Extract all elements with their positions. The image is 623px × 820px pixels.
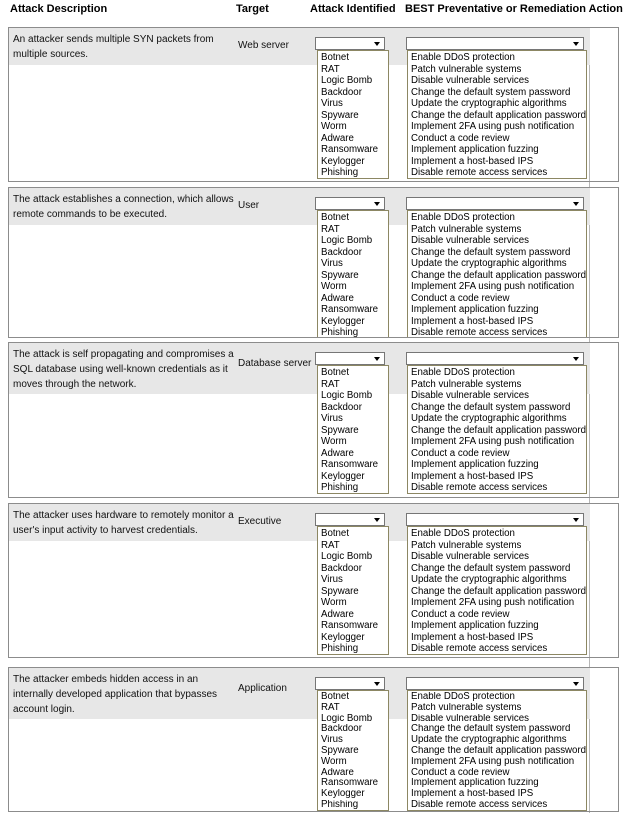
attack-option[interactable]: Botnet <box>321 367 350 378</box>
attack-identified-select[interactable] <box>315 677 385 690</box>
description-line: The attacker uses hardware to remotely monitor a <box>13 510 234 521</box>
attack-options-listbox[interactable] <box>317 690 389 811</box>
remediation-option[interactable]: Conduct a code review <box>411 608 510 620</box>
attack-option[interactable]: Spyware <box>321 585 359 597</box>
attack-option[interactable]: Backdoor <box>321 246 362 258</box>
attack-option[interactable]: Virus <box>321 413 343 424</box>
attack-options-listbox[interactable] <box>317 210 389 338</box>
attack-option[interactable]: Logic Bomb <box>321 235 373 246</box>
remediation-option[interactable]: Patch vulnerable systems <box>411 539 522 551</box>
remediation-option[interactable]: Implement application fuzzing <box>411 144 539 155</box>
remediation-option[interactable]: Change the default system password <box>411 401 571 413</box>
remediation-options-listbox[interactable] <box>407 50 587 179</box>
chevron-down-icon <box>374 682 380 686</box>
remediation-option[interactable]: Change the default application password <box>411 585 586 597</box>
remediation-option[interactable]: Enable DDoS protection <box>411 692 515 702</box>
description-line: remote commands to be executed. <box>13 209 167 220</box>
attack-option[interactable]: Backdoor <box>321 562 362 574</box>
attack-option[interactable]: Worm <box>321 597 347 608</box>
description-line: An attacker sends multiple SYN packets from <box>13 34 214 45</box>
remediation-option[interactable]: Disable remote access services <box>411 643 548 654</box>
remediation-option[interactable]: Implement a host-based IPS <box>411 789 534 800</box>
remediation-option[interactable]: Update the cryptographic algorithms <box>411 413 567 424</box>
description-line: moves through the network. <box>13 379 137 390</box>
attack-option[interactable]: Phishing <box>321 167 359 178</box>
attack-option[interactable]: Ransomware <box>321 459 379 470</box>
attack-option[interactable]: RAT <box>321 63 340 75</box>
chevron-down-icon <box>374 42 380 46</box>
attack-option[interactable]: Adware <box>321 767 354 778</box>
remediation-option[interactable]: Implement 2FA using push notification <box>411 756 575 767</box>
attack-option[interactable]: RAT <box>321 378 340 390</box>
remediation-option[interactable]: Implement 2FA using push notification <box>411 121 575 132</box>
attack-option[interactable]: Logic Bomb <box>321 551 373 562</box>
attack-description <box>13 672 303 717</box>
attack-option[interactable]: Logic Bomb <box>321 390 373 401</box>
attack-option[interactable]: Spyware <box>321 745 359 756</box>
remediation-option[interactable]: Enable DDoS protection <box>411 528 515 539</box>
attack-option[interactable]: Ransomware <box>321 620 379 631</box>
remediation-option[interactable]: Enable DDoS protection <box>411 52 515 63</box>
description-line: user's input activity to harvest credentials. <box>13 525 198 536</box>
attack-option[interactable]: Worm <box>321 281 347 292</box>
attack-identified-select[interactable] <box>315 197 385 210</box>
remediation-option[interactable]: Change the default application password <box>411 109 586 121</box>
attack-option[interactable]: Phishing <box>321 482 359 493</box>
description-line: The attacker embeds hidden access in an <box>13 674 199 685</box>
chevron-down-icon <box>573 42 579 46</box>
remediation-option[interactable]: Implement application fuzzing <box>411 304 539 315</box>
remediation-options-listbox[interactable] <box>407 526 587 655</box>
attack-option[interactable]: Adware <box>321 292 354 304</box>
attack-option[interactable]: Adware <box>321 447 354 459</box>
attack-option[interactable]: Virus <box>321 98 343 109</box>
remediation-option[interactable]: Patch vulnerable systems <box>411 63 522 75</box>
attack-option[interactable]: Keylogger <box>321 155 365 167</box>
attack-option[interactable]: Worm <box>321 436 347 447</box>
remediation-option[interactable]: Enable DDoS protection <box>411 212 515 223</box>
attack-option[interactable]: Keylogger <box>321 470 365 482</box>
attack-identified-select[interactable] <box>315 352 385 365</box>
remediation-option[interactable]: Implement 2FA using push notification <box>411 436 575 447</box>
attack-option[interactable]: RAT <box>321 539 340 551</box>
attack-row <box>8 27 619 182</box>
remediation-option[interactable]: Disable remote access services <box>411 799 548 810</box>
remediation-option[interactable]: Disable vulnerable services <box>411 235 529 246</box>
attack-option[interactable]: Botnet <box>321 692 350 702</box>
remediation-option[interactable]: Change the default application password <box>411 424 586 436</box>
attack-option[interactable]: Phishing <box>321 643 359 654</box>
attack-option[interactable]: Worm <box>321 756 347 767</box>
remediation-option[interactable]: Implement application fuzzing <box>411 620 539 631</box>
description-line: internally developed application that bypasses <box>13 689 218 700</box>
target-label: Web server <box>238 40 289 51</box>
attack-option[interactable]: Botnet <box>321 212 350 223</box>
chevron-down-icon <box>374 357 380 361</box>
attack-description <box>13 347 303 392</box>
remediation-select[interactable] <box>406 197 584 210</box>
attack-options-listbox[interactable] <box>317 365 389 494</box>
remediation-option[interactable]: Disable remote access services <box>411 327 548 338</box>
target-label: User <box>238 200 260 211</box>
attack-option[interactable]: Botnet <box>321 52 350 63</box>
description-line: account login. <box>13 704 75 715</box>
remediation-option[interactable]: Implement a host-based IPS <box>411 470 534 482</box>
attack-option[interactable]: Ransomware <box>321 304 379 315</box>
remediation-option[interactable]: Change the default system password <box>411 246 571 258</box>
remediation-option[interactable]: Implement application fuzzing <box>411 778 539 789</box>
remediation-select[interactable] <box>406 677 584 690</box>
remediation-option[interactable]: Update the cryptographic algorithms <box>411 574 567 585</box>
attack-row <box>8 503 619 658</box>
attack-option[interactable]: Phishing <box>321 327 359 338</box>
remediation-option[interactable]: Disable vulnerable services <box>411 551 529 562</box>
column-header-remediation: BEST Preventative or Remediation Action <box>405 3 623 15</box>
chevron-down-icon <box>573 202 579 206</box>
remediation-option[interactable]: Conduct a code review <box>411 132 510 144</box>
attack-option[interactable]: Logic Bomb <box>321 75 373 86</box>
remediation-option[interactable]: Update the cryptographic algorithms <box>411 258 567 269</box>
attack-option[interactable]: Virus <box>321 574 343 585</box>
remediation-option[interactable]: Implement 2FA using push notification <box>411 281 575 292</box>
chevron-down-icon <box>573 682 579 686</box>
remediation-option[interactable]: Disable vulnerable services <box>411 713 529 724</box>
attack-option[interactable]: Ransomware <box>321 778 379 789</box>
chevron-down-icon <box>573 518 579 522</box>
remediation-option[interactable]: Update the cryptographic algorithms <box>411 98 567 109</box>
attack-option[interactable]: Logic Bomb <box>321 713 373 724</box>
attack-option[interactable]: Adware <box>321 132 354 144</box>
remediation-option[interactable]: Change the default system password <box>411 562 571 574</box>
attack-option[interactable]: Spyware <box>321 109 359 121</box>
target-label: Application <box>238 683 287 694</box>
attack-option[interactable]: RAT <box>321 223 340 235</box>
attack-option[interactable]: Botnet <box>321 528 350 539</box>
remediation-option[interactable]: Change the default system password <box>411 86 571 98</box>
remediation-select[interactable] <box>406 37 584 50</box>
target-label: Executive <box>238 516 282 527</box>
remediation-option[interactable]: Conduct a code review <box>411 767 510 778</box>
remediation-option[interactable]: Change the default application password <box>411 745 586 756</box>
remediation-option[interactable]: Disable remote access services <box>411 482 548 493</box>
remediation-option[interactable]: Update the cryptographic algorithms <box>411 735 567 746</box>
attack-row <box>8 342 619 498</box>
remediation-option[interactable]: Implement application fuzzing <box>411 459 539 470</box>
attack-option[interactable]: Backdoor <box>321 86 362 98</box>
attack-option[interactable]: Ransomware <box>321 144 379 155</box>
attack-option[interactable]: Spyware <box>321 269 359 281</box>
chevron-down-icon <box>374 202 380 206</box>
description-line: SQL database using well-known credentials as it <box>13 364 228 375</box>
attack-option[interactable]: Backdoor <box>321 401 362 413</box>
remediation-option[interactable]: Change the default application password <box>411 269 586 281</box>
attack-identified-select[interactable] <box>315 513 385 526</box>
remediation-options-listbox[interactable] <box>407 365 587 494</box>
attack-option[interactable]: Virus <box>321 735 343 746</box>
column-header-attack-description: Attack Description <box>10 3 108 15</box>
remediation-option[interactable]: Conduct a code review <box>411 447 510 459</box>
remediation-option[interactable]: Disable remote access services <box>411 167 548 178</box>
column-header-target: Target <box>236 3 269 15</box>
attack-option[interactable]: Virus <box>321 258 343 269</box>
description-line: The attack is self propagating and compromises a <box>13 349 234 360</box>
column-header-attack-identified: Attack Identified <box>310 3 396 15</box>
attack-row <box>8 667 619 812</box>
remediation-select[interactable] <box>406 352 584 365</box>
remediation-option[interactable]: Conduct a code review <box>411 292 510 304</box>
attack-option[interactable]: Adware <box>321 608 354 620</box>
remediation-option[interactable]: Patch vulnerable systems <box>411 378 522 390</box>
attack-option[interactable]: Phishing <box>321 799 359 810</box>
remediation-option[interactable]: Disable vulnerable services <box>411 390 529 401</box>
attack-option[interactable]: Keylogger <box>321 315 365 327</box>
attack-option[interactable]: Keylogger <box>321 789 365 800</box>
remediation-option[interactable]: Disable vulnerable services <box>411 75 529 86</box>
remediation-options-listbox[interactable] <box>407 690 587 811</box>
attack-option[interactable]: Worm <box>321 121 347 132</box>
remediation-option[interactable]: Implement a host-based IPS <box>411 315 534 327</box>
remediation-select[interactable] <box>406 513 584 526</box>
description-line: multiple sources. <box>13 49 89 60</box>
remediation-option[interactable]: Patch vulnerable systems <box>411 223 522 235</box>
remediation-option[interactable]: Implement 2FA using push notification <box>411 597 575 608</box>
attack-row <box>8 187 619 338</box>
chevron-down-icon <box>573 357 579 361</box>
attack-option[interactable]: RAT <box>321 702 340 713</box>
chevron-down-icon <box>374 518 380 522</box>
attack-option[interactable]: Spyware <box>321 424 359 436</box>
remediation-option[interactable]: Implement a host-based IPS <box>411 631 534 643</box>
description-line: The attack establishes a connection, which allows <box>13 194 234 205</box>
attack-description <box>13 192 303 222</box>
attack-option[interactable]: Backdoor <box>321 724 362 735</box>
target-label: Database server <box>238 358 312 369</box>
remediation-option[interactable]: Enable DDoS protection <box>411 367 515 378</box>
attack-options-listbox[interactable] <box>317 526 389 655</box>
remediation-option[interactable]: Change the default system password <box>411 724 571 735</box>
remediation-option[interactable]: Patch vulnerable systems <box>411 702 522 713</box>
remediation-options-listbox[interactable] <box>407 210 587 338</box>
remediation-option[interactable]: Implement a host-based IPS <box>411 155 534 167</box>
attack-options-listbox[interactable] <box>317 50 389 179</box>
attack-option[interactable]: Keylogger <box>321 631 365 643</box>
attack-identified-select[interactable] <box>315 37 385 50</box>
